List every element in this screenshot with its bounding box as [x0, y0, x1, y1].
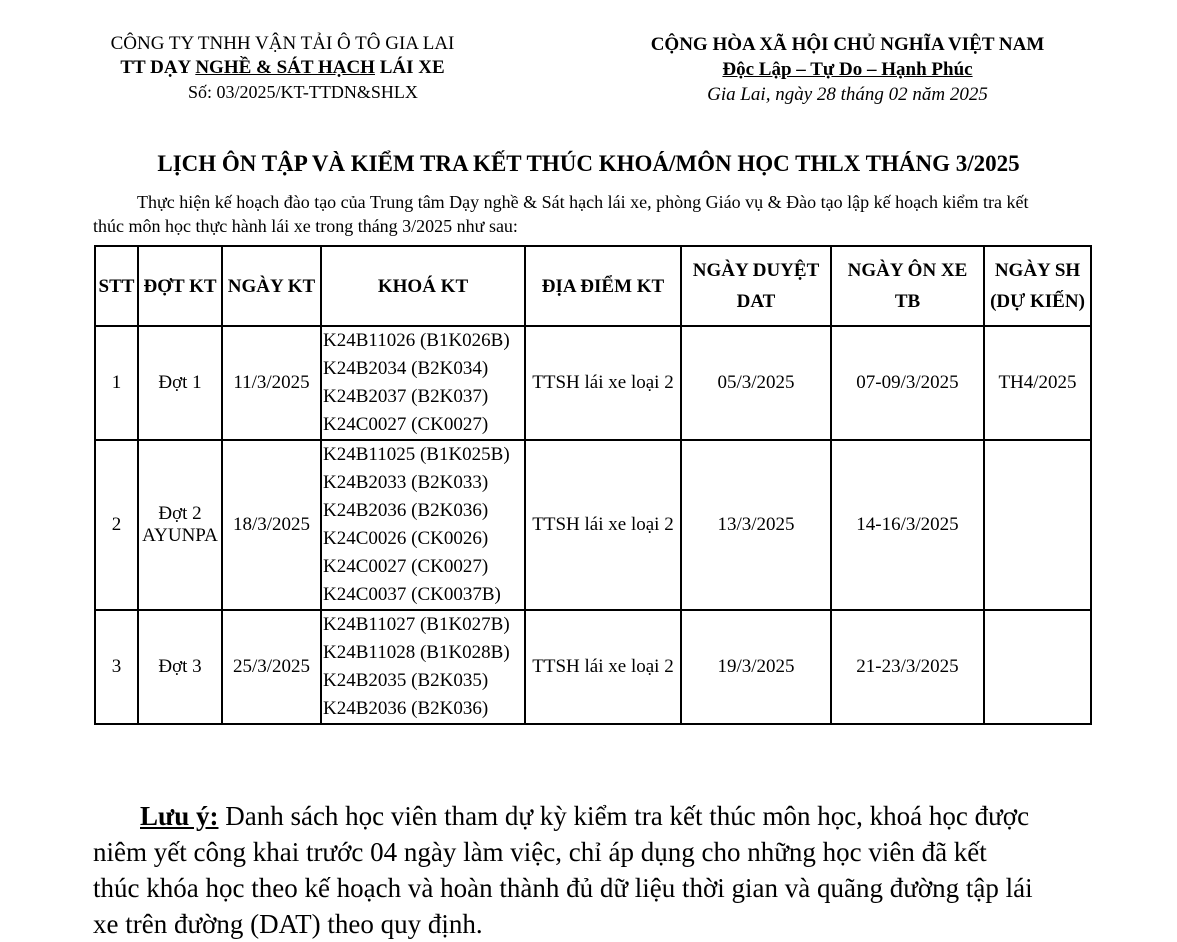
place-date: Gia Lai, ngày 28 tháng 02 năm 2025	[707, 84, 988, 105]
note-label: Lưu ý:	[140, 801, 219, 831]
cell-dia-diem: TTSH lái xe loại 2	[525, 610, 681, 724]
cell-ngay-sh: TH4/2025	[984, 326, 1091, 440]
center-name: TT DẠY NGHỀ & SÁT HẠCH LÁI XE	[120, 57, 445, 78]
header-khoa-kt: KHOÁ KT	[321, 246, 525, 326]
cell-ngay-duyet: 19/3/2025	[681, 610, 831, 724]
company-name: CÔNG TY TNHH VẬN TẢI Ô TÔ GIA LAI	[110, 33, 455, 54]
nation-header	[640, 32, 1055, 107]
table-row	[95, 610, 1091, 724]
cell-dia-diem: TTSH lái xe loại 2	[525, 440, 681, 610]
cell-dot: Đợt 3	[138, 610, 222, 724]
cell-dot: Đợt 2 AYUNPA	[138, 440, 222, 610]
cell-khoa: K24B11026 (B1K026B) K24B2034 (B2K034) K24B2037 (B2K037) K24C0027 (CK0027)	[321, 326, 525, 440]
cell-dot: Đợt 1	[138, 326, 222, 440]
header-dot-kt: ĐỢT KT	[138, 246, 222, 326]
cell-ngay-on: 14-16/3/2025	[831, 440, 984, 610]
schedule-table	[94, 245, 1092, 725]
intro-paragraph: Thực hiện kế hoạch đào tạo của Trung tâm Dạy nghề & Sát hạch lái xe, phòng Giáo vụ & Đào tạo lập kế hoạch kiểm tra kết thúc môn học thực hành lái xe trong tháng 3/2025 như sau:	[93, 192, 1029, 236]
nation-motto: Độc Lập – Tự Do – Hạnh Phúc	[722, 59, 973, 80]
cell-ngay-duyet: 05/3/2025	[681, 326, 831, 440]
table-row	[95, 326, 1091, 440]
table-row	[95, 440, 1091, 610]
cell-stt: 1	[95, 326, 138, 440]
header-ngay-on-xe: NGÀY ÔN XE TB	[831, 246, 984, 326]
org-header	[80, 32, 485, 104]
cell-stt: 3	[95, 610, 138, 724]
cell-ngay-on: 07-09/3/2025	[831, 326, 984, 440]
cell-stt: 2	[95, 440, 138, 610]
document-title: LỊCH ÔN TẬP VÀ KIỂM TRA KẾT THÚC KHOÁ/MÔN HỌC THLX THÁNG 3/2025	[157, 151, 1020, 176]
cell-khoa: K24B11027 (B1K027B) K24B11028 (B1K028B) K24B2035 (B2K035) K24B2036 (B2K036)	[321, 610, 525, 724]
table-header-row	[95, 246, 1091, 326]
nation-title: CỘNG HÒA XÃ HỘI CHỦ NGHĨA VIỆT NAM	[650, 34, 1045, 55]
header-stt: STT	[95, 246, 138, 326]
document-number: Số: 03/2025/KT-TTDN&SHLX	[188, 82, 418, 102]
cell-khoa: K24B11025 (B1K025B) K24B2033 (B2K033) K24B2036 (B2K036) K24C0026 (CK0026) K24C0027 (CK0027) K24C0037 (CK0037B)	[321, 440, 525, 610]
note-paragraph: Lưu ý: Danh sách học viên tham dự kỳ kiểm tra kết thúc môn học, khoá học được niêm yết công khai trước 04 ngày làm việc, chỉ áp dụng cho những học viên đã kết thúc khóa học theo kế hoạch và hoàn thành đủ dữ liệu thời gian và quãng đường tập lái xe trên đường (DAT) theo quy định.	[93, 801, 1033, 939]
cell-ngay-sh	[984, 440, 1091, 610]
header-ngay-kt: NGÀY KT	[222, 246, 321, 326]
cell-ngay: 25/3/2025	[222, 610, 321, 724]
header-ngay-duyet-dat: NGÀY DUYỆT DAT	[681, 246, 831, 326]
cell-dia-diem: TTSH lái xe loại 2	[525, 326, 681, 440]
cell-ngay-duyet: 13/3/2025	[681, 440, 831, 610]
cell-ngay-sh	[984, 610, 1091, 724]
cell-ngay: 11/3/2025	[222, 326, 321, 440]
header-dia-diem-kt: ĐỊA ĐIỂM KT	[525, 246, 681, 326]
cell-ngay-on: 21-23/3/2025	[831, 610, 984, 724]
header-ngay-sh: NGÀY SH (DỰ KIẾN)	[984, 246, 1091, 326]
cell-ngay: 18/3/2025	[222, 440, 321, 610]
